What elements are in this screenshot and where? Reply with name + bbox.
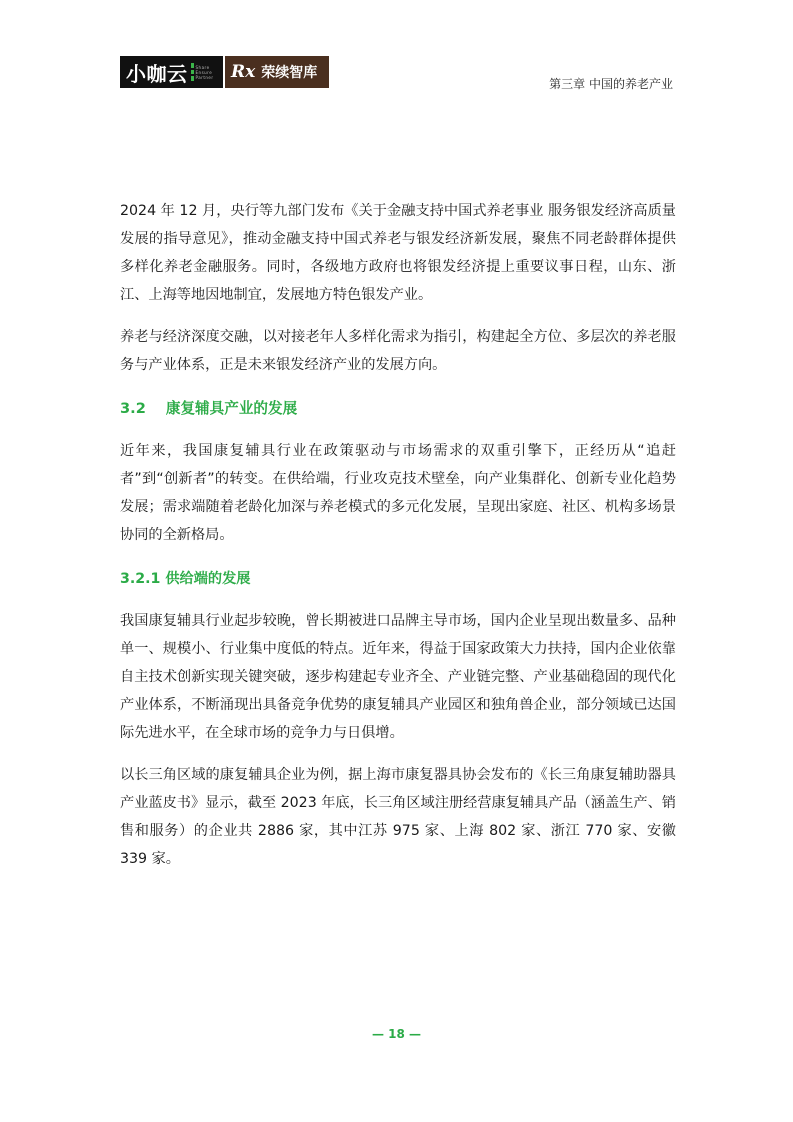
page-content xyxy=(120,197,676,887)
rx-mark: Rx xyxy=(231,62,256,82)
paragraph-2: 养老与经济深度交融，以对接老年人多样化需求为指引，构建起全方位、多层次的养老服务与产业体系，正是未来银发经济产业的发展方向。 xyxy=(120,329,676,373)
subsection-heading: 3.2.1 供给端的发展 xyxy=(120,571,251,587)
header-logos xyxy=(120,56,329,88)
section-number: 3.2 xyxy=(120,400,146,417)
page-number: — 18 — xyxy=(371,1027,422,1041)
rongxu-logo xyxy=(225,56,329,88)
chapter-title: 第三章 中国的养老产业 xyxy=(549,77,673,91)
paragraph-4: 我国康复辅具行业起步较晚，曾长期被进口品牌主导市场，国内企业呈现出数量多、品种单一、规模小、行业集中度低的特点。近年来，得益于国家政策大力扶持，国内企业依靠自主技术创新实现关键突破，逐步构建起专业齐全、产业链完整、产业基础稳固的现代化产业体系，不断涌现出具备竞争优势的康复辅具产业园区和独角兽企业，部分领域已达国际先进水平，在全球市场的竞争力与日俱增。 xyxy=(120,613,676,741)
paragraph-5: 以长三角区域的康复辅具企业为例，据上海市康复器具协会发布的《长三角康复辅助器具产业蓝皮书》显示，截至 2023 年底，长三角区域注册经营康复辅具产品（涵盖生产、销售和服务）的企业共 2886 家，其中江苏 975 家、上海 802 家、浙江 770 家、安徽 339 家。 xyxy=(120,767,676,867)
section-heading xyxy=(120,397,676,421)
xiaokayun-logo xyxy=(120,56,223,88)
paragraph-3: 近年来，我国康复辅具行业在政策驱动与市场需求的双重引擎下，正经历从“追赶者”到“创新者”的转变。在供给端，行业攻克技术壁垒，向产业集群化、创新专业化趋势发展；需求端随着老龄化加深与养老模式的多元化发展，呈现出家庭、社区、机构多场景协同的全新格局。 xyxy=(120,443,676,543)
section-title: 康复辅具产业的发展 xyxy=(165,400,298,417)
paragraph-1: 2024 年 12 月，央行等九部门发布《关于金融支持中国式养老事业 服务银发经济高质量发展的指导意见》，推动金融支持中国式养老与银发经济新发展，聚焦不同老龄群体提供多样化养老金融服务。同时，各级地方政府也将银发经济提上重要议事日程，山东、浙江、上海等地因地制宜，发展地方特色银发产业。 xyxy=(120,203,676,303)
logo-tagline: Share Ensure Partner xyxy=(195,64,214,80)
logo-bars-icon xyxy=(191,62,194,82)
xiaokayun-logo-text: 小咖云 xyxy=(126,61,188,86)
rongxu-logo-text: 荣续智库 xyxy=(261,65,318,81)
